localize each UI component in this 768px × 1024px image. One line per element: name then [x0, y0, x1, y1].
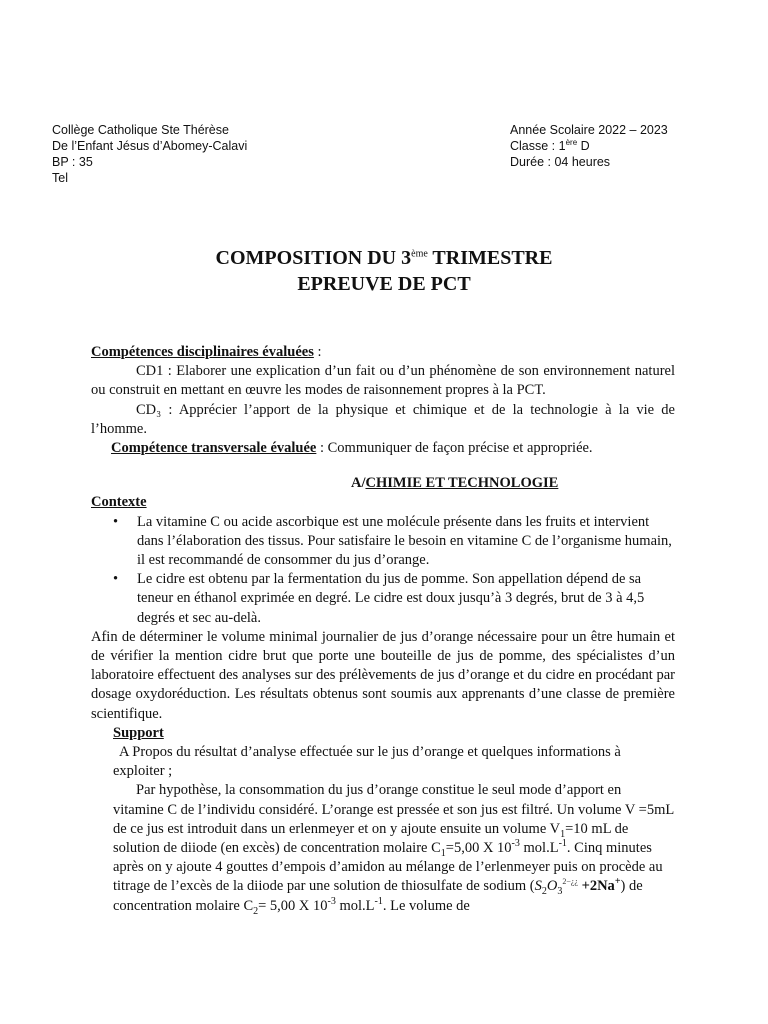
support-text-7: = 5,00 X 10: [258, 897, 328, 914]
class-prefix: Classe : 1: [510, 139, 566, 153]
transversal-competence: [91, 439, 675, 458]
chem-o-sub: 3: [557, 886, 563, 898]
class-level: [510, 138, 668, 154]
school-info: [52, 122, 247, 186]
sup-exp3: -3: [327, 895, 336, 907]
sup-exp1: -3: [511, 838, 520, 850]
section-title: CHIMIE ET TECHNOLOGIE: [365, 475, 559, 492]
school-bp: BP : 35: [52, 155, 93, 169]
page-title: [0, 245, 768, 271]
support-text-1: Par hypothèse, la consommation du jus d’orange constitue le seul mode d’apport en vitamine C de l’individu considéré. L’orange est pressée et son jus est filtré. Un volume V =5mL de ce jus est introduit dans un erlenmeyer et on y ajoute ensuite un volume V: [113, 782, 674, 837]
support-text-3: =5,00 X 10: [445, 840, 512, 857]
cd1-text: CD1 : Elaborer une explication d’un fait ou d’un phénomène de son environnement naturel ou construit en mettant en œuvre les modes de raisonnement propres à la PCT.: [91, 363, 675, 399]
title-suffix: TRIMESTRE: [427, 247, 553, 269]
support-intro-text: A Propos du résultat d’analyse effectuée sur le jus d’orange et quelques informations à exploiter ;: [113, 744, 621, 780]
school-name-2: De l’Enfant Jésus d’Abomey-Calavi: [52, 139, 248, 153]
support-text-5: . Cinq minutes après on y ajoute 4 gouttes d’empois d’amidon au mélange de l’erlenmeyer puis on procède au titrage de l’excès de la diiode par une solution de thiosulfate de sodium (: [113, 840, 663, 895]
support-paragraph: [113, 781, 675, 915]
chem-s: S: [534, 878, 542, 895]
support-intro: [113, 743, 675, 781]
sub-c2: 2: [253, 905, 259, 917]
support-text-9: . Le volume de: [382, 897, 470, 914]
sub-v1: 1: [560, 828, 566, 840]
support-text-8: mol.L: [335, 897, 375, 914]
sub-c1: 1: [440, 847, 446, 859]
title-prefix: COMPOSITION DU 3: [215, 247, 412, 269]
bullet-text: La vitamine C ou acide ascorbique est une molécule présente dans les fruits et intervient dans l’élaboration des tissus. Pour satisfaire le besoin en vitamine C de l’organisme humain, il est recommandé de consommer du jus d’orange.: [137, 513, 672, 569]
chem-charge: 2−¿¿: [562, 877, 578, 887]
school-name: Collège Catholique Ste Thérèse: [52, 123, 229, 137]
sup-exp2: -1: [558, 838, 567, 850]
bullet-icon: •: [113, 571, 119, 588]
support-text-2: =10 mL de solution de diiode (en excès) de concentration molaire C: [113, 820, 629, 857]
competences-heading: [91, 343, 675, 362]
class-suffix: D: [577, 139, 590, 153]
section-heading: [91, 474, 675, 493]
page-subtitle: EPREUVE DE PCT: [297, 273, 471, 295]
indent: [113, 782, 136, 798]
bullet-icon: •: [113, 513, 119, 530]
transversal-heading: Compétence transversale évaluée: [111, 440, 317, 457]
contexte-heading: Contexte: [91, 494, 147, 511]
support-text-4: mol.L: [519, 840, 559, 857]
exam-body: [91, 343, 675, 916]
list-item: [91, 570, 675, 628]
chem-na-sup: +: [614, 876, 621, 888]
competences-heading-colon: :: [313, 344, 322, 360]
title-sup: ème: [411, 248, 428, 260]
sup-exp4: -1: [374, 895, 383, 907]
contexte-list: [91, 513, 675, 628]
chem-na: +2Na: [577, 878, 615, 895]
duration: Durée : 04 heures: [510, 155, 611, 169]
cd3-text: CD₃ : Apprécier l’apport de la physique et chimique et de la technologie à la vie de l’homme.: [91, 401, 675, 437]
chem-o: O: [546, 878, 558, 895]
competences-heading-text: Compétences disciplinaires évaluées: [91, 344, 314, 360]
section-prefix: A/: [351, 475, 366, 492]
support-heading: Support: [113, 724, 164, 741]
school-year: Année Scolaire 2022 – 2023: [510, 123, 668, 137]
exam-info: [510, 122, 668, 170]
transversal-text: : Communiquer de façon précise et appropriée.: [316, 440, 593, 457]
school-tel: Tel: [52, 171, 68, 185]
class-sup: ère: [565, 137, 578, 147]
support-text-6: ) de concentration molaire C: [113, 878, 643, 914]
bullet-text: Le cidre est obtenu par la fermentation du jus de pomme. Son appellation dépend de sa teneur en éthanol exprimée en degré. Le cidre est doux jusqu’à 3 degrés, brut de 3 à 4,5 degrés et sec au-delà.: [137, 571, 645, 626]
chem-s-sub: 2: [541, 886, 547, 898]
contexte-paragraph: Afin de déterminer le volume minimal journalier de jus d’orange nécessaire pour un être humain et de vérifier la mention cidre brut que porte une bouteille de jus de pomme, des spécialistes d’un laboratoire effectuent des analyses sur des prélèvements de jus d’orange et du cidre en procédant par dosage oxydoréduction. Les résultats obtenus sont soumis aux apprenants d’une classe de première scientifique.: [91, 628, 675, 722]
list-item: [91, 513, 675, 571]
